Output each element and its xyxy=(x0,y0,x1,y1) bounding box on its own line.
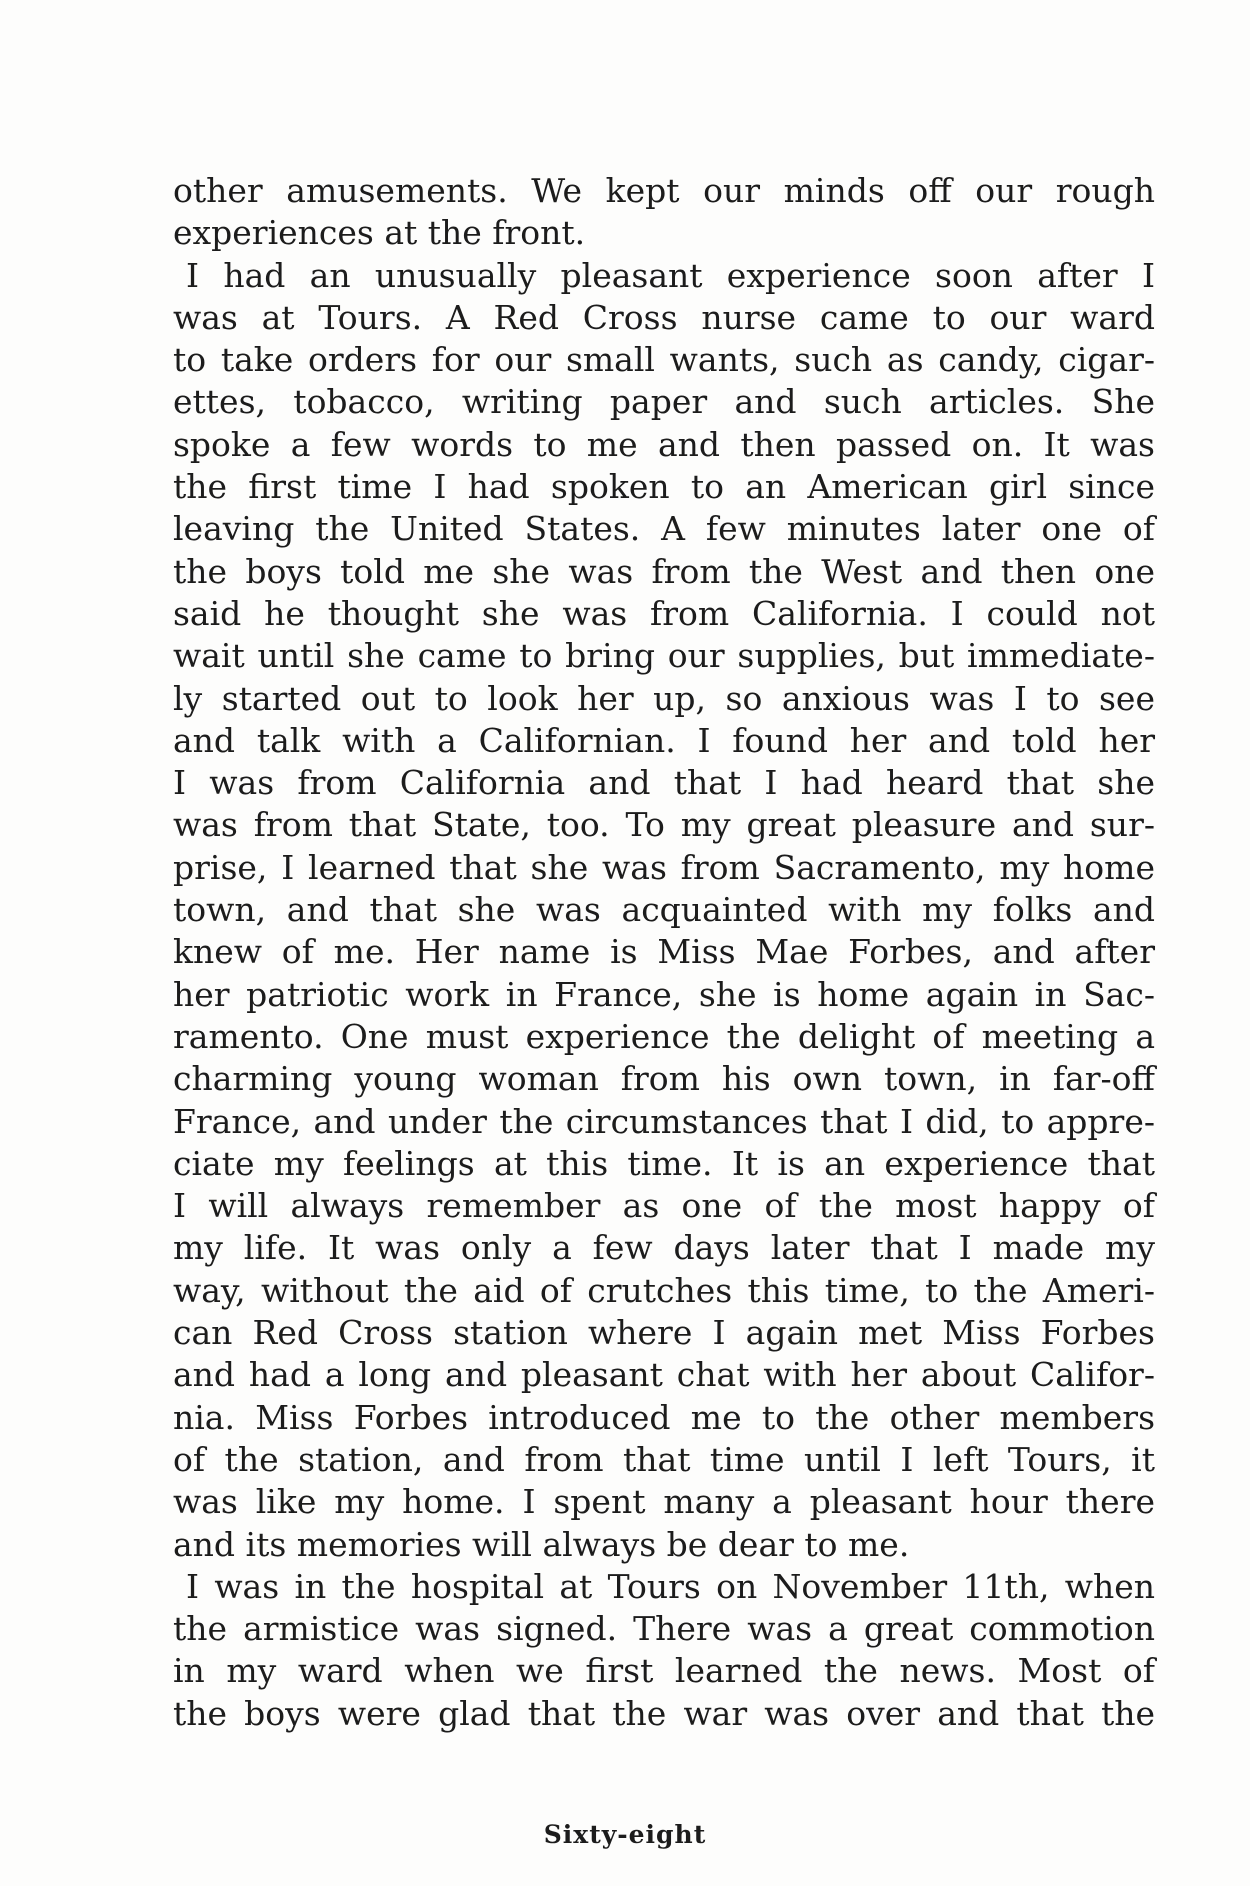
text-line: the first time I had spoken to an American girl since xyxy=(173,467,1155,507)
text-line: I had an unusually pleasant experience soon after I xyxy=(186,255,1155,295)
text-line: can Red Cross station where I again met Miss Forbes xyxy=(173,1313,1155,1353)
text-line: and had a long and pleasant chat with her about Califor- xyxy=(173,1355,1155,1395)
text-line: France, and under the circumstances that I did, to appre- xyxy=(173,1101,1155,1141)
page-number: Sixty-eight xyxy=(543,1820,707,1849)
text-line: way, without the aid of crutches this time, to the Ameri- xyxy=(173,1270,1155,1310)
text-line: to take orders for our small wants, such as candy, cigar- xyxy=(173,340,1155,380)
text-line: I will always remember as one of the most happy of xyxy=(173,1186,1155,1226)
body-text xyxy=(173,170,1155,1735)
text-line: ly started out to look her up, so anxious was I to see xyxy=(173,678,1155,718)
text-line: the armistice was signed. There was a great commotion xyxy=(173,1609,1155,1649)
text-line: ramento. One must experience the delight of meeting a xyxy=(173,1016,1155,1056)
text-line: was from that State, too. To my great pleasure and sur- xyxy=(173,805,1155,845)
text-line: the boys were glad that the war was over and that the xyxy=(173,1693,1155,1733)
text-line: of the station, and from that time until I left Tours, it xyxy=(173,1439,1155,1479)
text-line: ettes, tobacco, writing paper and such articles. She xyxy=(173,382,1155,422)
text-line: prise, I learned that she was from Sacramento, my home xyxy=(173,847,1155,887)
text-line: other amusements. We kept our minds off our rough xyxy=(173,171,1155,210)
text-line: my life. It was only a few days later that I made my xyxy=(173,1228,1155,1268)
text-line: in my ward when we first learned the news. Most of xyxy=(173,1651,1155,1691)
text-line: said he thought she was from California. I could not xyxy=(173,593,1155,633)
text-line: spoke a few words to me and then passed on. It was xyxy=(173,424,1155,464)
text-line: knew of me. Her name is Miss Mae Forbes, and after xyxy=(173,932,1155,972)
text-line: experiences at the front. xyxy=(173,213,586,253)
text-line: town, and that she was acquainted with my folks and xyxy=(173,890,1155,930)
text-line: her patriotic work in France, she is home again in Sac- xyxy=(173,974,1155,1014)
text-line: wait until she came to bring our supplies, but immediate- xyxy=(173,636,1155,676)
text-line: and talk with a Californian. I found her and told her xyxy=(173,720,1155,760)
text-line: leaving the United States. A few minutes later one of xyxy=(173,509,1155,549)
text-line: I was from California and that I had heard that she xyxy=(173,763,1155,803)
text-line: was at Tours. A Red Cross nurse came to our ward xyxy=(173,297,1155,337)
text-line: the boys told me she was from the West and then one xyxy=(173,551,1155,591)
text-line: nia. Miss Forbes introduced me to the other members xyxy=(173,1397,1155,1437)
text-line: ciate my feelings at this time. It is an experience that xyxy=(173,1143,1155,1183)
text-line: was like my home. I spent many a pleasant hour there xyxy=(173,1482,1155,1522)
text-line: and its memories will always be dear to me. xyxy=(173,1524,910,1564)
text-line: I was in the hospital at Tours on November 11th, when xyxy=(186,1566,1155,1606)
text-line: charming young woman from his own town, in far-off xyxy=(173,1059,1155,1099)
